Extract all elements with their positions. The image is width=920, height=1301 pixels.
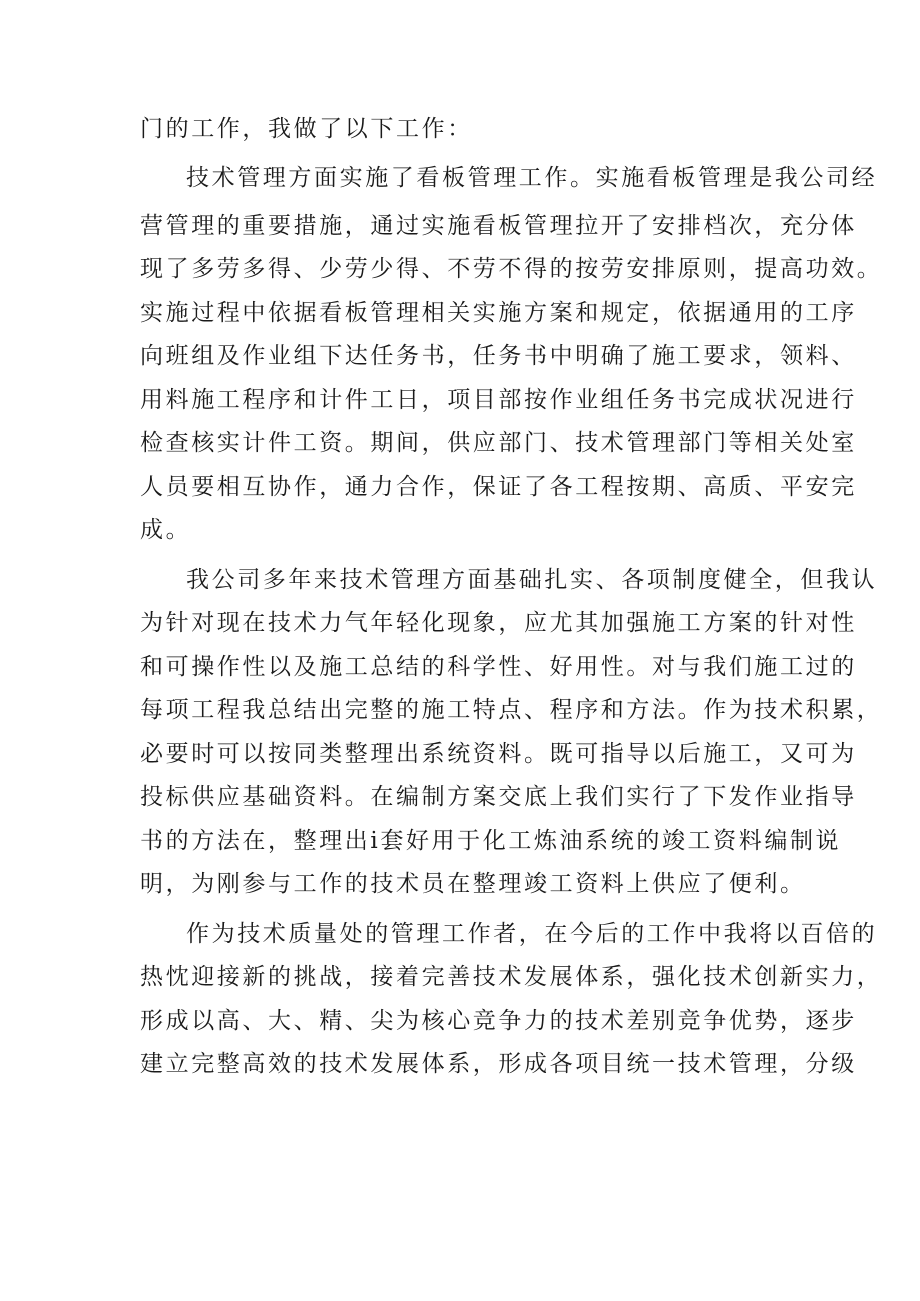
- text-line: 检查核实计件工资。期间，供应部门、技术管理部门等相关处室: [140, 430, 857, 456]
- text-line: 和可操作性以及施工总结的科学性、好用性。对与我们施工过的: [140, 654, 857, 680]
- text-line: 热忱迎接新的挑战，接着完善技术发展体系，强化技术创新实力，: [140, 964, 883, 990]
- text-line: 投标供应基础资料。在编制方案交底上我们实行了下发作业指导: [140, 784, 857, 810]
- text-line: 门的工作，我做了以下工作：: [140, 116, 473, 142]
- text-line: 为针对现在技术力气年轻化现象，应尤其加强施工方案的针对性: [140, 610, 857, 636]
- text-line: 成。: [140, 517, 192, 543]
- text-line: 营管理的重要措施，通过实施看板管理拉开了安排档次，充分体: [140, 213, 857, 239]
- text-line: 明，为刚参与工作的技术员在整理竣工资料上供应了便利。: [140, 871, 806, 897]
- text-line: 实施过程中依据看板管理相关实施方案和规定，依据通用的工序: [140, 300, 857, 326]
- text-line: 用料施工程序和计件工日，项目部按作业组任务书完成状况进行: [140, 387, 857, 413]
- text-line: 人员要相互协作，通力合作，保证了各工程按期、高质、平安完: [140, 474, 857, 500]
- text-line: 向班组及作业组下达任务书，任务书中明确了施工要求，领料、: [140, 343, 857, 369]
- text-line: 书的方法在，整理出i套好用于化工炼油系统的竣工资料编制说: [140, 828, 842, 854]
- text-line: 我公司多年来技术管理方面基础扎实、各项制度健全，但我认: [186, 567, 878, 593]
- text-line: 现了多劳多得、少劳少得、不劳不得的按劳安排原则，提高功效。: [140, 256, 883, 282]
- text-line: 必要时可以按同类整理出系统资料。既可指导以后施工，又可为: [140, 741, 857, 767]
- text-line: 技术管理方面实施了看板管理工作。实施看板管理是我公司经: [186, 165, 878, 191]
- text-line: 形成以高、大、精、尖为核心竞争力的技术差别竞争优势，逐步: [140, 1008, 857, 1034]
- text-line: 作为技术质量处的管理工作者，在今后的工作中我将以百倍的: [186, 921, 878, 947]
- text-line: 每项工程我总结出完整的施工特点、程序和方法。作为技术积累，: [140, 697, 883, 723]
- text-line: 建立完整高效的技术发展体系，形成各项目统一技术管理，分级: [140, 1051, 857, 1077]
